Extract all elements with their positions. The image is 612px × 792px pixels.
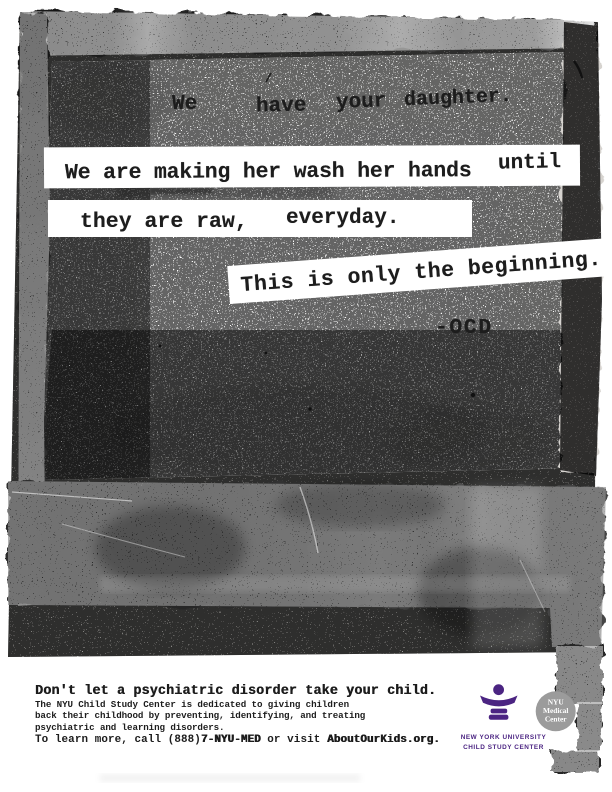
csc-org-line2: CHILD STUDY CENTER (463, 744, 544, 751)
footer-headline: Don't let a psychiatric disorder take your child. (35, 684, 437, 699)
note-word-we: We (172, 93, 198, 116)
note-word-your: your (335, 90, 387, 115)
note-paper-strip-2 (44, 145, 580, 189)
medical-badge-line1: NYU (547, 697, 564, 707)
cta-phone: 7-NYU-MED (200, 734, 261, 746)
note-word-have: have (255, 94, 307, 119)
note-line3-everyday: everyday. (286, 207, 400, 230)
note-word-daughter: daughter. (403, 84, 513, 113)
note-line2-until: until (497, 151, 562, 176)
csc-org-line1: NEW YORK UNIVERSITY (460, 733, 547, 741)
footer-body-line1: The NYU Child Study Center is dedicated to giving children (35, 698, 349, 710)
note-paper-strip-3 (48, 200, 472, 237)
footer-body-line3: psychiatric and learning disorders. (35, 721, 225, 733)
cta-website: AboutOurKids.org. (326, 734, 440, 746)
note-line4-text: This is only the beginning. (239, 247, 603, 299)
cta-middle: or visit (260, 734, 327, 746)
cta-prefix: To learn more, call (888) (35, 734, 201, 746)
medical-badge-line2: Medical (542, 706, 569, 715)
medical-badge-line3: Center (544, 714, 567, 724)
footer-body-line2: back their childhood by preventing, identifying, and treating (35, 710, 366, 721)
note-signature-ocd: -OCD (435, 316, 493, 340)
medical-center-badge (536, 691, 576, 731)
child-figure-icon (480, 684, 518, 720)
footer-cta-line (35, 734, 440, 746)
note-line3-text: they are raw, (80, 210, 248, 234)
note-line2-text: We are making her wash her hands (64, 159, 472, 186)
